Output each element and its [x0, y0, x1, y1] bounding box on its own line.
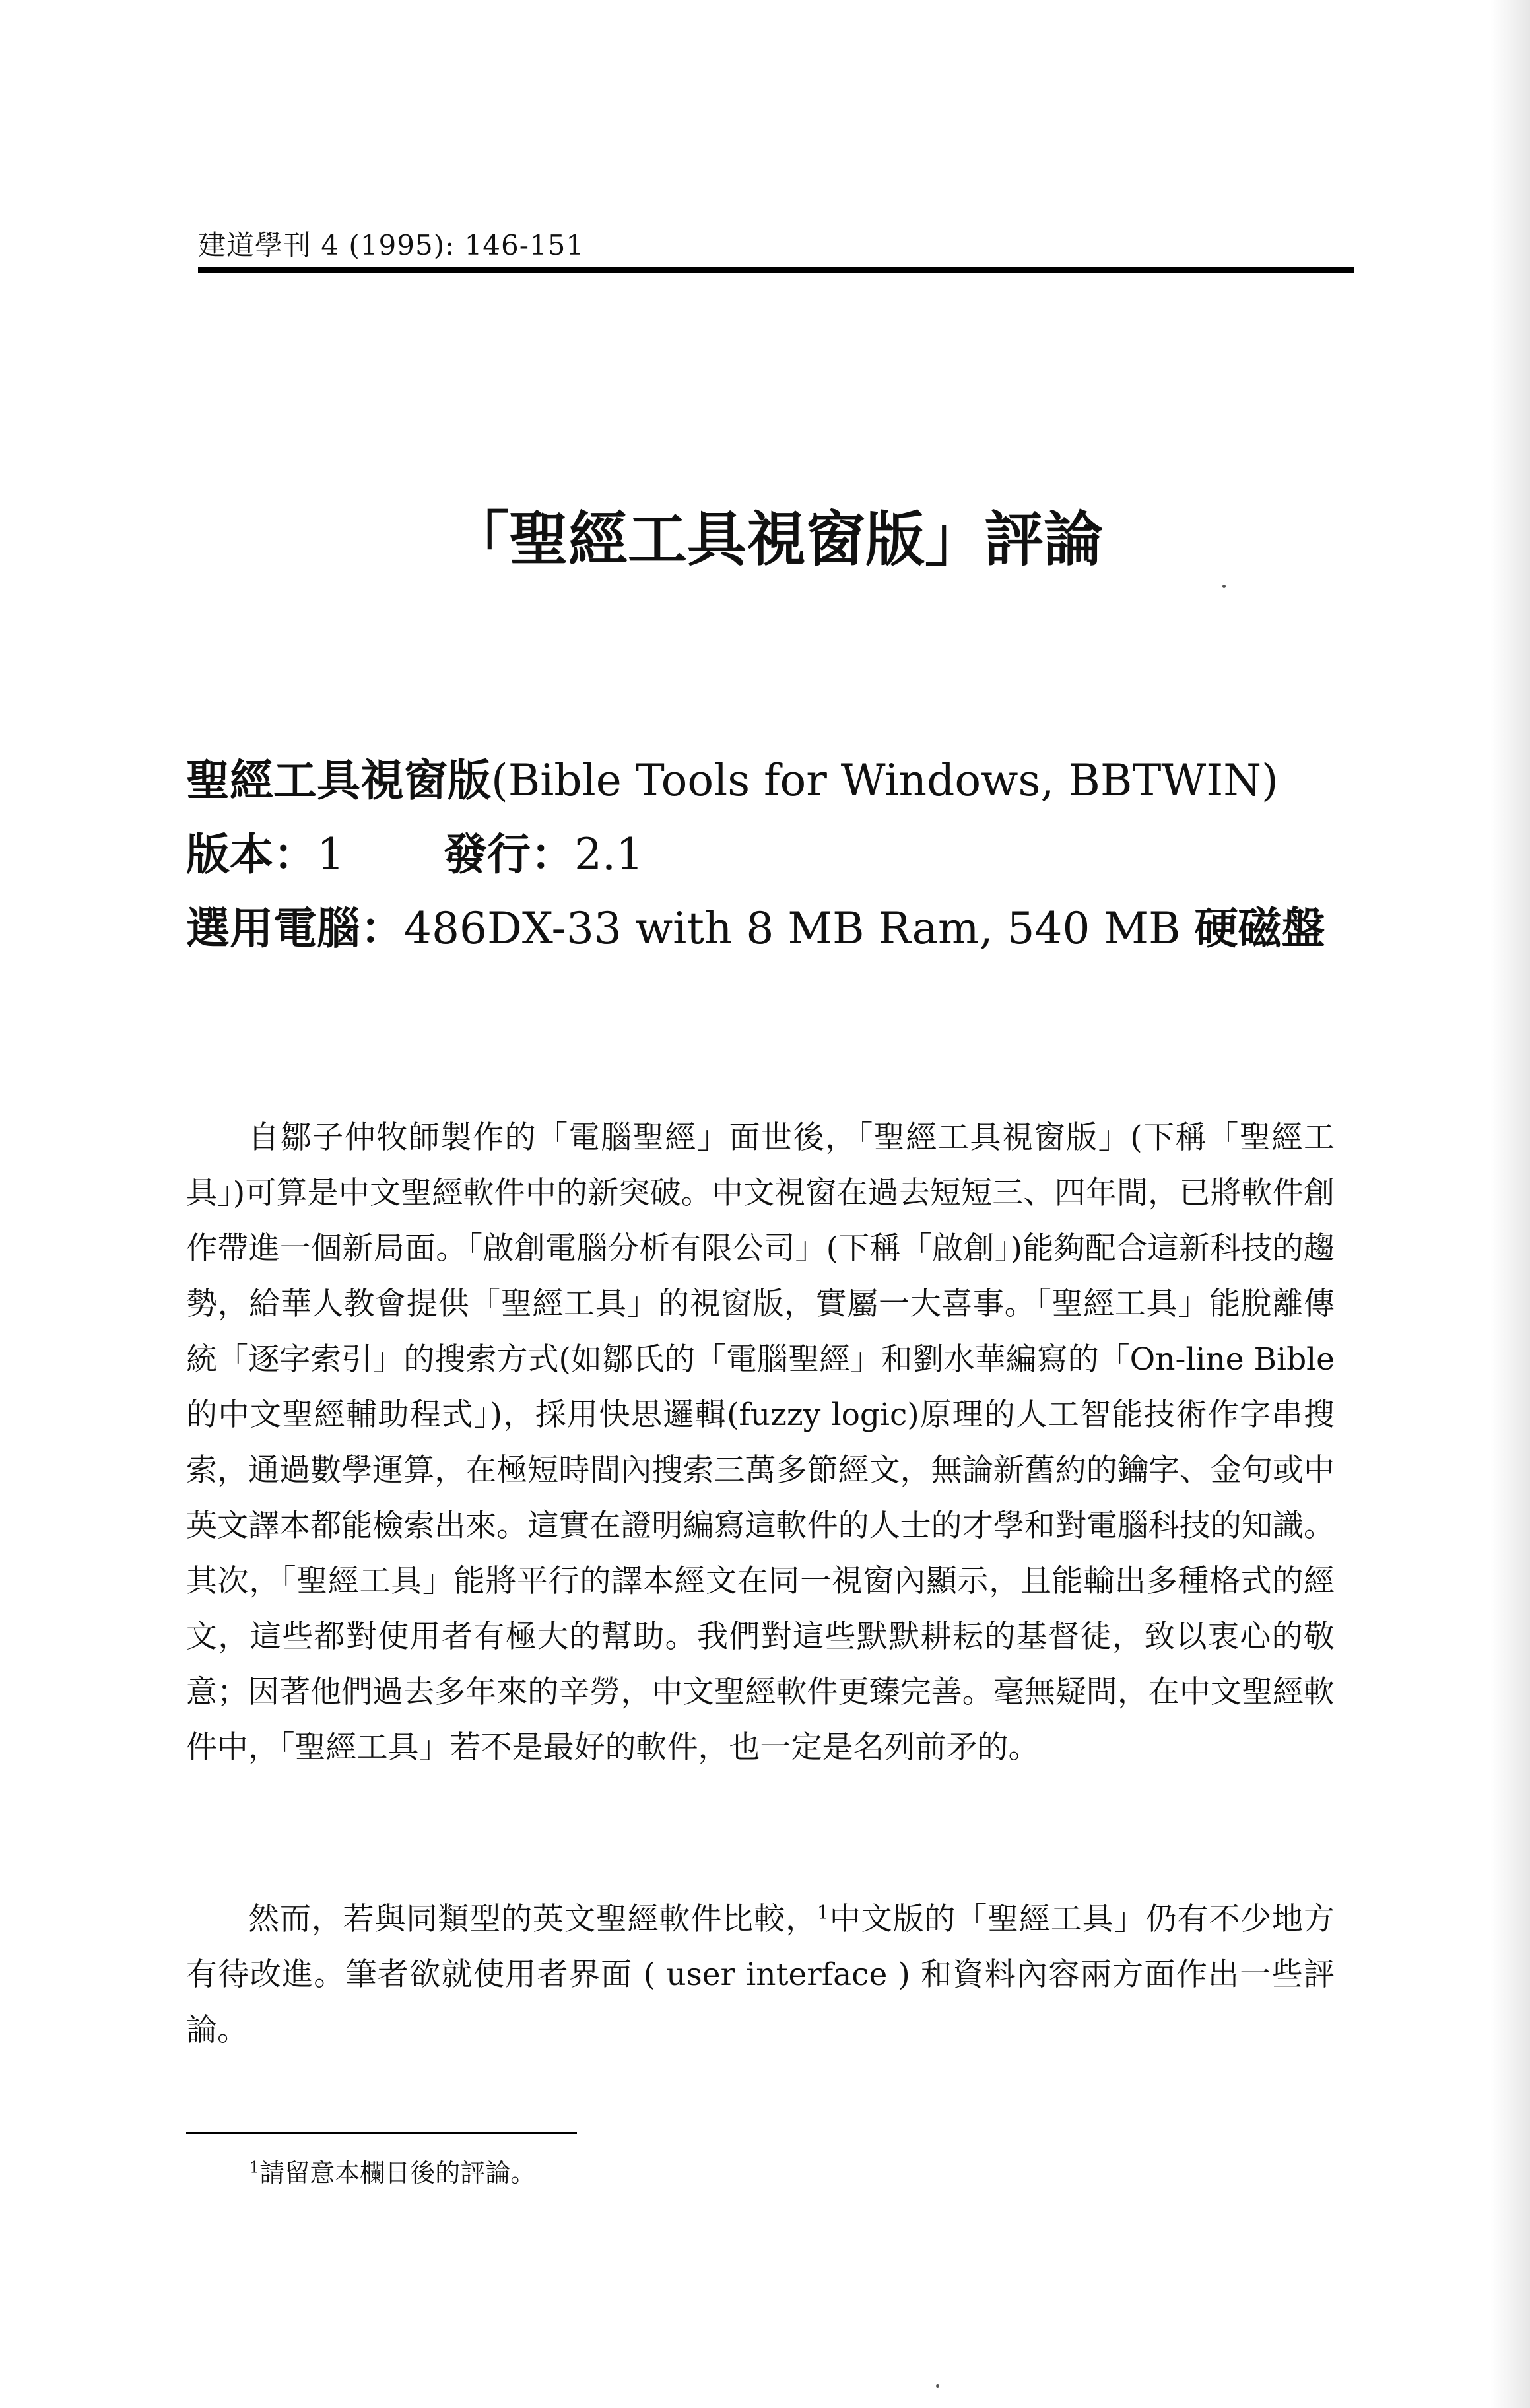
article-title: 「聖經工具視窗版」評論: [449, 505, 1103, 574]
release-value: 2.1: [574, 829, 644, 880]
product-info-line: [186, 751, 1279, 811]
page-edge-shadow: [1490, 0, 1530, 2408]
scan-speck: [1222, 585, 1226, 588]
footnote-number: 1: [249, 2158, 260, 2177]
computer-label: 選用電腦：: [186, 903, 404, 954]
computer-suffix: 硬磁盤: [1194, 903, 1325, 954]
computer-value: 486DX-33 with 8 MB Ram, 540 MB: [404, 903, 1195, 954]
paragraph-2-after: 中文版的「聖經工具」仍有不少地方有待改進。筆者欲就使用者界面 ( user interface ) 和資料內容兩方面作出一些評論。: [186, 1901, 1335, 2048]
footnote: [249, 2155, 535, 2191]
scan-speck: [936, 2384, 939, 2388]
product-name-zh: 聖經工具視窗版: [186, 755, 491, 806]
running-header: 建道學刊 4 (1995): 146-151: [198, 229, 585, 261]
version-info-line: [186, 825, 644, 885]
product-name-en: (Bible Tools for Windows, BBTWIN): [491, 755, 1279, 806]
version-value: 1: [317, 829, 345, 880]
body-paragraph-1: 自鄒子仲牧師製作的「電腦聖經」面世後，「聖經工具視窗版」(下稱「聖經工具」)可算是中文聖經軟件中的新突破。中文視窗在過去短短三、四年間，已將軟件創作帶進一個新局面。「啟創電腦分析有限公司」(下稱「啟創」)能夠配合這新科技的趨勢，給華人教會提供「聖經工具」的視窗版，實屬一大喜事。「聖經工具」能脫離傳統「逐字索引」的搜索方式(如鄒氏的「電腦聖經」和劉水華編寫的「On-line Bible的中文聖經輔助程式」)，採用快思邏輯(fuzzy logic)原理的人工智能技術作字串搜索，通過數學運算，在極短時間內搜索三萬多節經文，無論新舊約的鑰字、金句或中英文譯本都能檢索出來。這實在證明編寫這軟件的人士的才學和對電腦科技的知識。其次，「聖經工具」能將平行的譯本經文在同一視窗內顯示，且能輸出多種格式的經文，這些都對使用者有極大的幫助。我們對這些默默耕耘的基督徒，致以衷心的敬意；因著他們過去多年來的辛勞，中文聖經軟件更臻完善。毫無疑問，在中文聖經軟件中，「聖經工具」若不是最好的軟件，也一定是名列前矛的。: [186, 1120, 1335, 1766]
header-rule: [198, 267, 1354, 273]
paragraph-2-before: 然而，若與同類型的英文聖經軟件比較，: [248, 1901, 817, 1937]
version-label: 版本：: [186, 829, 317, 880]
footnote-rule: [186, 2132, 577, 2134]
footnote-text: 請留意本欄日後的評論。: [259, 2158, 536, 2188]
body-paragraph-2: [186, 1892, 1335, 2058]
computer-info-line: [186, 899, 1325, 958]
release-label: 發行：: [444, 829, 574, 880]
footnote-reference[interactable]: 1: [816, 1901, 829, 1923]
